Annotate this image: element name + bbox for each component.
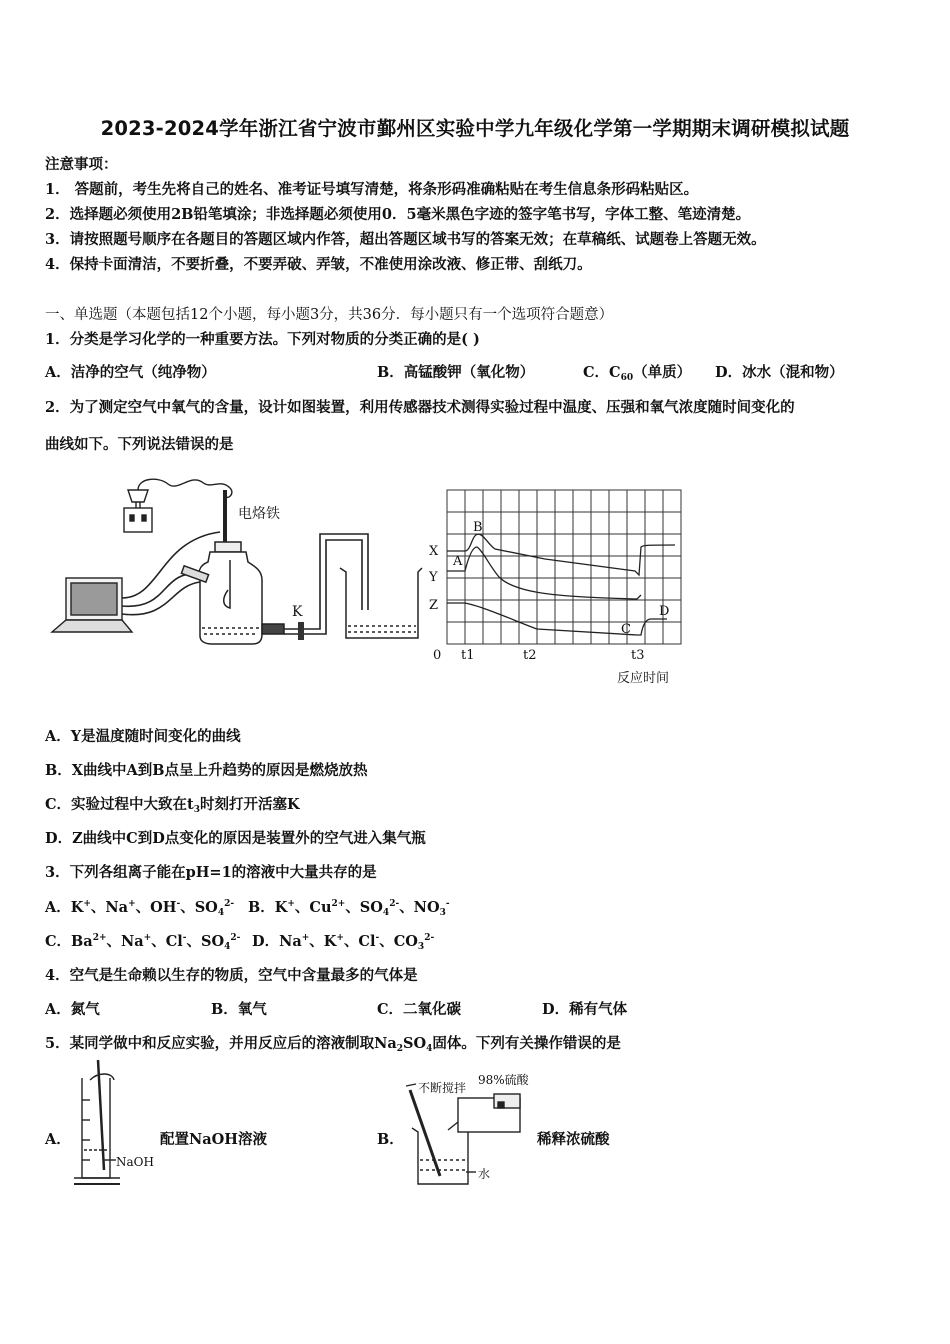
laptop-icon xyxy=(52,578,132,632)
q2-option-d: D．Z曲线中C到D点变化的原因是装置外的空气进入集气瓶 xyxy=(45,830,426,847)
q4-option-c: C．二氧化碳 xyxy=(377,1001,462,1018)
gas-jar-icon xyxy=(181,542,284,644)
label-naoh: NaOH xyxy=(116,1155,154,1169)
q2-option-c: C．实验过程中大致在$t_3$时刻打开活塞K xyxy=(45,796,300,815)
q2-stem-line2: 曲线如下。下列说法错误的是 xyxy=(45,436,234,453)
q4-option-a: A．氮气 xyxy=(45,1001,100,1018)
q5-option-b-label: B． xyxy=(377,1131,404,1148)
graph-label-z: Z xyxy=(429,598,439,613)
graph-label-x: X xyxy=(429,544,439,559)
graph-tick-t3: t3 xyxy=(631,648,645,663)
graph-tick-t1: t1 xyxy=(461,648,475,663)
q4-option-b: B．氧气 xyxy=(211,1001,267,1018)
graph-point-c: C xyxy=(621,622,631,637)
graph-point-a: A xyxy=(453,554,463,569)
q1-option-c: C．$C_{60}$（单质） xyxy=(583,364,692,383)
curve-x xyxy=(447,534,675,575)
socket-icon xyxy=(124,479,232,532)
q5-option-a-text: 配置NaOH溶液 xyxy=(160,1131,267,1148)
label-water: 水 xyxy=(478,1167,491,1181)
q1-option-b: B．高锰酸钾（氧化物） xyxy=(377,364,535,381)
q2-stem-line1: 2．为了测定空气中氧气的含量，设计如图装置，利用传感器技术测得实验过程中温度、压强和氧气浓度随时间变化的 xyxy=(45,399,795,416)
q4-option-d: D．稀有气体 xyxy=(542,1001,628,1018)
dilution-figure xyxy=(400,1062,540,1192)
label-valve-k: K xyxy=(292,604,303,620)
notice-item: 3．请按照题号顺序在各题目的答题区域内作答，超出答题区域书写的答案无效；在草稿纸、试题卷上答题无效。 xyxy=(45,231,766,248)
label-electric-iron: 电烙铁 xyxy=(238,506,280,522)
q1-option-a: A．洁净的空气（纯净物） xyxy=(45,364,216,381)
q3-option-b: B．K+、$Cu^{2+}$、$SO_4^{2-}$、$NO_3^-$ xyxy=(248,899,450,918)
notice-heading: 注意事项： xyxy=(45,156,118,173)
notice-item: 4．保持卡面清洁，不要折叠，不要弄破、弄皱，不准使用涂改液、修正带、刮纸刀。 xyxy=(45,256,592,273)
notice-item: 1． 答题前，考生先将自己的姓名、准考证号填写清楚，将条形码准确粘贴在考生信息条形码粘贴区。 xyxy=(45,181,699,198)
label-stir: 不断搅拌 xyxy=(418,1081,467,1095)
q5-option-a-label: A． xyxy=(45,1131,71,1148)
q1-option-d: D．冰水（混和物） xyxy=(715,364,844,381)
q2-option-a: A．Y是温度随时间变化的曲线 xyxy=(45,728,241,745)
graph-label-y: Y xyxy=(429,570,438,585)
q5-option-b-text: 稀释浓硫酸 xyxy=(537,1131,610,1148)
q1-stem: 1．分类是学习化学的一种重要方法。下列对物质的分类正确的是( ) xyxy=(45,331,480,348)
q5-stem: 5．某同学做中和反应实验，并用反应后的溶液制取$Na_2SO_4$固体。下列有关操作错误的是 xyxy=(45,1035,621,1054)
q3-option-d: D．Na+、K+、Cl-、$CO_3^{2-}$ xyxy=(252,933,435,952)
curve-z xyxy=(447,603,670,635)
graduated-cylinder-figure xyxy=(70,1060,160,1190)
sensor-graph xyxy=(425,485,695,695)
graph-xlabel: 反应时间 xyxy=(617,671,670,686)
section-heading: 一、单选题（本题包括12个小题，每小题3分，共36分．每小题只有一个选项符合题意） xyxy=(45,307,614,323)
label-sulfuric-acid: 98%硫酸 xyxy=(478,1073,529,1087)
q2-option-b: B．X曲线中A到B点呈上升趋势的原因是燃烧放热 xyxy=(45,762,368,779)
curve-y xyxy=(447,547,641,599)
graph-tick-t2: t2 xyxy=(523,648,537,663)
q4-stem: 4．空气是生命赖以生存的物质，空气中含量最多的气体是 xyxy=(45,967,418,984)
graph-point-b: B xyxy=(473,520,483,535)
q3-stem: 3．下列各组离子能在pH=1的溶液中大量共存的是 xyxy=(45,864,377,881)
beaker-icon xyxy=(340,568,422,638)
graph-point-d: D xyxy=(659,604,670,619)
page-title: 2023-2024学年浙江省宁波市鄞州区实验中学九年级化学第一学期期末调研模拟试题 xyxy=(100,117,850,140)
apparatus-figure xyxy=(40,470,460,670)
graph-origin: 0 xyxy=(433,648,442,663)
notice-item: 2．选择题必须使用2B铅笔填涂；非选择题必须使用0．5毫米黑色字迹的签字笔书写，字体工整、笔迹清楚。 xyxy=(45,206,751,223)
q3-option-c: C．$Ba^{2+}$、Na+、Cl-、$SO_4^{2-}$ xyxy=(45,933,241,952)
q3-option-a: A．K+、Na+、OH-、$SO_4^{2-}$ xyxy=(45,899,235,918)
